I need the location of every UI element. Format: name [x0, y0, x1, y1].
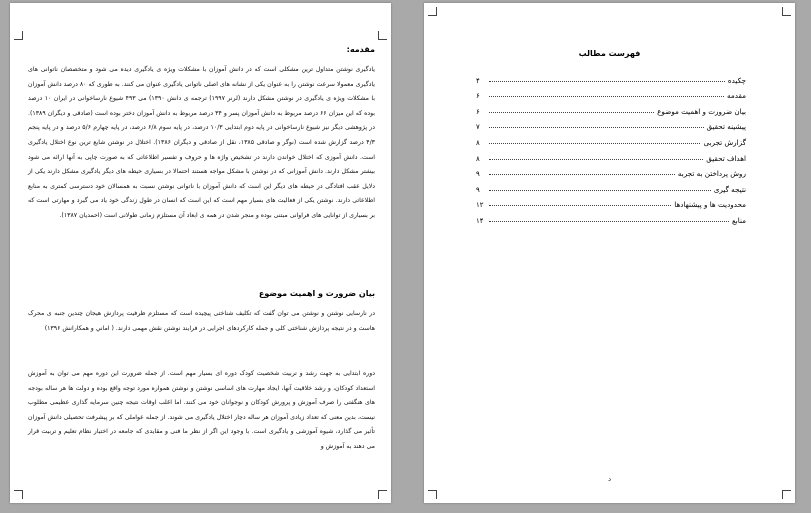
toc-item[interactable]: [476, 147, 746, 163]
toc-page-number: ۸: [476, 154, 480, 163]
toc-label: بیان ضرورت و اهمیت موضوع: [657, 106, 746, 116]
toc-item[interactable]: [476, 69, 746, 85]
toc-leader-dots: [489, 159, 703, 160]
toc-label: چکیده: [727, 75, 746, 85]
toc-page-number: ۹: [476, 185, 480, 194]
toc-label: مقدمه: [727, 91, 746, 101]
toc-label: نتیجه گیری: [713, 184, 746, 194]
document-page-left: [10, 3, 391, 503]
crop-mark-top-left: [14, 31, 23, 40]
toc-label: محدودیت ها و پیشنهادها: [674, 200, 746, 210]
toc-label: روش پرداختن به تجربه: [677, 169, 746, 179]
toc-leader-dots: [489, 221, 729, 222]
toc-item[interactable]: [476, 178, 746, 194]
toc-leader-dots: [489, 205, 671, 206]
toc-page-number: ۶: [476, 107, 480, 116]
toc-label: منابع: [731, 215, 746, 225]
toc-page-number: ۱۴: [476, 216, 484, 225]
crop-mark-bottom-left: [14, 490, 23, 499]
toc-leader-dots: [489, 112, 654, 113]
toc-list: [476, 69, 746, 225]
crop-mark-top-right: [378, 31, 387, 40]
toc-item[interactable]: [476, 100, 746, 116]
toc-item[interactable]: [476, 85, 746, 101]
toc-leader-dots: [489, 81, 725, 82]
section-paragraph-1: در نارسایی نوشتن و نوشتن می توان گفت که تکلیف شناختی پیچیده است که مستلزم ظرفیت پردازش هیجان چندین جنبه ی محرک هاست و در نتیجه پردازش شناختی کلی و جمله کارکردهای اجرایی در فرایند نوشتن نقش مهمی دارند. ( اماني و همکارانش ۱۳۹۶): [28, 310, 375, 332]
toc-item[interactable]: [476, 163, 746, 179]
crop-mark-bottom-right: [782, 490, 791, 499]
toc-label: پیشینه تحقیق: [706, 122, 746, 132]
toc-item[interactable]: [476, 116, 746, 132]
toc-leader-dots: [489, 190, 711, 191]
toc-item[interactable]: [476, 209, 746, 225]
intro-heading: مقدمه:: [346, 45, 375, 54]
toc-leader-dots: [489, 143, 700, 144]
section-paragraph-2: دوره ابتدایی به جهت رشد و تربیت شخصیت کودک دوره ای بسیار مهم است. از جمله ضرورت این دوره مهم می توان به آموزش استعداد کودکان، و رشد خلاقیت آنها، ایجاد مهارت های اساسی نوشتن و نوشتن همواره مورد توجه واقع بوده و دولت ها هر ساله بودجه های هنگفتی را صرف آموزش و پرورش کودکان و نوجوانان خود می کنند. اما اغلب اوقات نتیجه چنین سرمایه گذاری عظیمی مطلوب نیست، بدین معنی که تعداد زیادی آموزان هر ساله دچار اختلال یادگیری می شوند. از جمله عواملی که بر پیشرفت تحصیلی دانش آموزان تأثیر می گذارد، شیوه آموزشی و یادگیری است. با وجود این اگر از نظر ما فنی و مقایدی که جامعه در اختیار نظام تعلیم و تربیت قرار می دهند به آموزش و: [28, 370, 375, 450]
intro-paragraph: یادگیری نوشتن متداول ترین مشکلی است که در دانش آموزان با مشکلات ویژه ی یادگیری دیده می شود و متخصصان ناتوانی های یادگیری معمولا سرعت نوشتن را به عنوان یکی از نشانه های اصلی ناتوانی یادگیری عنوان می کنند. به طوری که ۸۰ درصد دانش آموزان با مشکلات ویژه ی یادگیری در نوشتن مشکل دارند (لرنر ۱۹۹۷) ترجمه ی دانش ۱۳۹۰) می ۴۹۳ شیوع نارساخوانی در ایران ۱۰ درصد بوده که این میزان ۶۶ درصد مربوط به دانش آموزان پسر و ۳۴ درصد مربوط به دانش آموزان دختر بوده است (صادقی و دیگران ۱۳۸۹). در پژوهشی دیگر نیز شیوع نارساخوانی در پایه دوم ابتدایی ۱۰/۳ درصد، در پایه سوم ۶/۸ درصد، در پایه چهارم ۵/۶ درصد و در پایه پنجم ۴/۳ درصد گزارش شده است (نوگر و صادقی ۱۳۸۵، نقل از صادقی و دیگران ۱۳۸۶). اختلال در نوشتن شایع ترین نوع اختلال یادگیری است. دانش آموزی که اختلال خواندن دارند در تشخیص واژه ها و حروف و تفسیر اطلاعاتی که به صورت چاپی به آنها ارائه می شود بیشتر مشکل دارند. دانش آموزانی که در نوشتن با مشکل مواجه هستند احتمالا در بسیاری حیطه های دیگر یادگیری مشکل دارند یکی از دلایل عقب افتادگی در حیطه های دیگر این است که دانش آموزان با ناتوانی نوشتن نسبت به همسالان خود دسترسی کمتری به منابع اطلاعاتی دارند. نوشتن یکی از فعالیت های بسیار مهم است که این است که انسان در طول زندگی خود یاد می گیرد و مهارتی است که بر بسیاری از توانایی های فراوانی مبتنی بوده و منجر شدن در همه ی ابعاد آن مستلزم زمانی طولانی است (احمدیان ۱۳۸۷).: [28, 66, 376, 219]
toc-title: فهرست مطالب: [578, 49, 641, 58]
page-number: د: [607, 475, 612, 483]
toc-page-number: ۱۲: [476, 201, 484, 210]
document-page-right: [424, 3, 795, 503]
toc-leader-dots: [489, 96, 724, 97]
toc-label: اهداف تحقیق: [706, 153, 746, 163]
toc-page-number: ۸: [476, 138, 480, 147]
toc-page-number: ۴: [476, 76, 480, 85]
toc-label: گزارش تجربی: [703, 137, 746, 147]
crop-mark-bottom-right: [378, 490, 387, 499]
toc-item[interactable]: [476, 131, 746, 147]
crop-mark-top-right: [782, 7, 791, 16]
crop-mark-top-left: [428, 7, 437, 16]
toc-leader-dots: [489, 174, 675, 175]
section-heading: بیان ضرورت و اهمیت موضوع: [258, 289, 375, 298]
toc-page-number: ۶: [476, 92, 480, 101]
toc-leader-dots: [489, 127, 704, 128]
toc-page-number: ۷: [476, 123, 480, 132]
toc-page-number: ۹: [476, 170, 480, 179]
crop-mark-bottom-left: [428, 490, 437, 499]
toc-item[interactable]: [476, 194, 746, 210]
